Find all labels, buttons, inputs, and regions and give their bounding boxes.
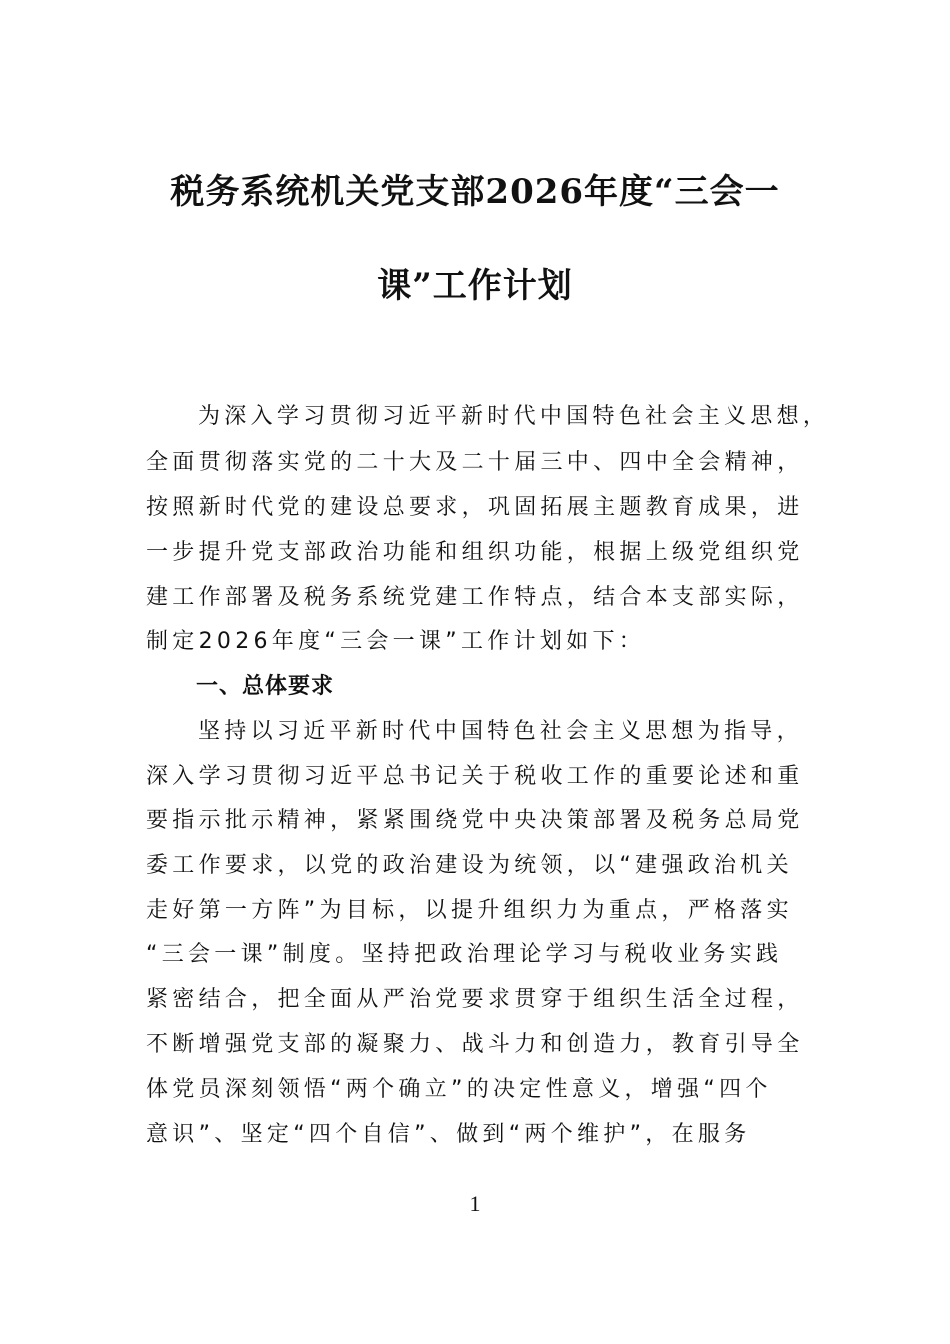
paragraph-line: 为深入学习贯彻习近平新时代中国特色社会主义思想， — [198, 404, 830, 429]
paragraph-line: 意识”、坚定“四个自信”、做到“两个维护”，在服务 — [146, 1122, 751, 1147]
document-title-line-1: 税务系统机关党支部2026年度“三会一 — [170, 172, 780, 212]
page-number: 1 — [469, 1191, 481, 1216]
paragraph-line: 深入学习贯彻习近平总书记关于税收工作的重要论述和重 — [146, 764, 804, 789]
paragraph-line: 一步提升党支部政治功能和组织功能，根据上级党组织党 — [146, 540, 804, 565]
paragraph-line: 全面贯彻落实党的二十大及二十届三中、四中全会精神， — [146, 450, 804, 475]
paragraph-line: 建工作部署及税务系统党建工作特点，结合本支部实际， — [146, 585, 804, 610]
document-title-line-2: 课”工作计划 — [377, 266, 573, 306]
paragraph-line: 坚持以习近平新时代中国特色社会主义思想为指导， — [198, 719, 803, 744]
paragraph-line: 制定2026年度“三会一课”工作计划如下： — [146, 629, 646, 654]
paragraph-line: 不断增强党支部的凝聚力、战斗力和创造力，教育引导全 — [146, 1032, 804, 1057]
paragraph-line: 委工作要求，以党的政治建设为统领，以“建强政治机关 — [146, 853, 793, 878]
section-heading: 一、总体要求 — [196, 674, 335, 699]
paragraph-line: 按照新时代党的建设总要求，巩固拓展主题教育成果，进 — [146, 495, 804, 520]
paragraph-line: 体党员深刻领悟“两个确立”的决定性意义，增强“四个 — [146, 1077, 772, 1102]
paragraph-line: 紧密结合，把全面从严治党要求贯穿于组织生活全过程， — [146, 987, 804, 1012]
paragraph-line: “三会一课”制度。坚持把政治理论学习与税收业务实践 — [146, 942, 783, 967]
paragraph-line: 走好第一方阵”为目标，以提升组织力为重点，严格落实 — [146, 898, 793, 923]
paragraph-line: 要指示批示精神，紧紧围绕党中央决策部署及税务总局党 — [146, 808, 804, 833]
